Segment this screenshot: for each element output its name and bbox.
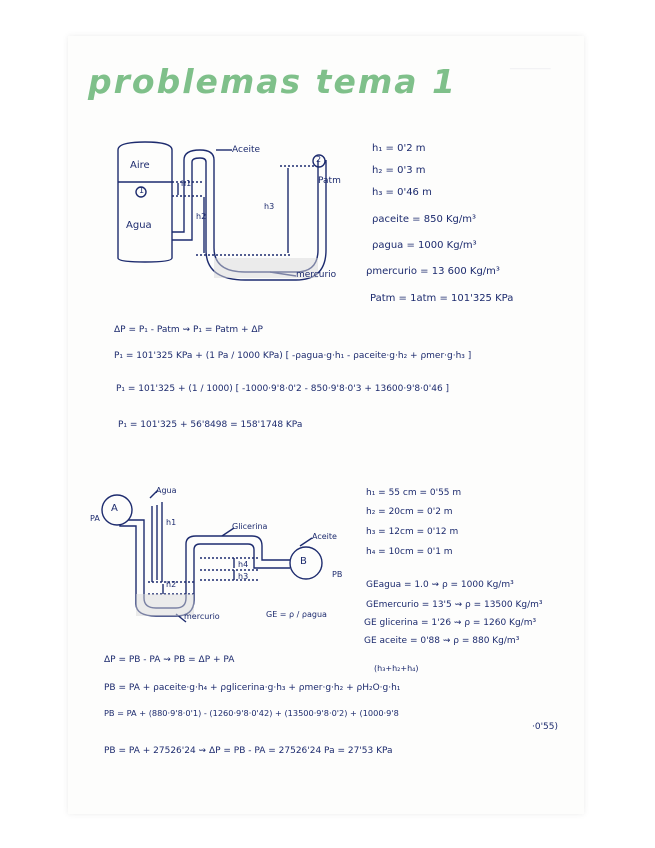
label-h3: h3 [264,202,275,211]
label-point1: 1 [139,186,145,195]
label-aire: Aire [130,160,150,171]
p1-given-0: h₁ = 0'2 m [372,143,426,154]
label-agua-2: Agua [156,486,177,495]
p1-given-4: ρagua = 1000 Kg/m³ [372,240,477,251]
p2-step-3: PB = PA + (880·9'8·0'1) - (1260·9'8·0'42) + (13500·9'8·0'2) + (1000·9'8 [104,708,399,718]
p1-given-2: h₃ = 0'46 m [372,187,432,198]
label-aceite: Aceite [232,145,261,155]
label-p2-h3: h3 [238,572,249,581]
p2-step-0: ΔP = PB - PA ⇝ PB = ΔP + PA [104,655,235,665]
label-glicerina: Glicerina [232,522,268,531]
label-mercurio-1: mercurio [296,270,337,280]
label-patm: Patm [318,176,341,186]
p2-given-3: h₄ = 10cm = 0'1 m [366,547,453,557]
p2-given-1: h₂ = 20cm = 0'2 m [366,507,453,517]
p2-given-0: h₁ = 55 cm = 0'55 m [366,488,462,498]
p2-given-2: h₃ = 12cm = 0'12 m [366,527,459,537]
p2-given-4: GEagua = 1.0 ⇝ ρ = 1000 Kg/m³ [366,580,514,590]
p1-step-3: P₁ = 101'325 + 56'8498 = 158'1748 KPa [118,420,303,430]
p1-step-1: P₁ = 101'325 KPa + (1 Pa / 1000 KPa) [ -ρagua·g·h₁ - ρaceite·g·h₂ + ρmer·g·h₃ ] [114,351,472,361]
p1-given-3: ρaceite = 850 Kg/m³ [372,214,477,225]
label-point2: 2 [316,155,322,164]
p2-given-6: GE glicerina = 1'26 ⇝ ρ = 1260 Kg/m³ [364,618,537,628]
p2-step-2: PB = PA + ρaceite·g·h₄ + ρglicerina·g·h₃ + ρmer·g·h₂ + ρH₂O·g·h₁ [104,683,401,693]
label-p2-h4: h4 [238,560,249,569]
label-aceite-2: Aceite [312,532,337,541]
p1-step-0: ΔP = P₁ - Patm ⇝ P₁ = Patm + ΔP [114,325,263,335]
label-h2: h2 [196,212,207,221]
p1-given-1: h₂ = 0'3 m [372,165,426,176]
bleed-through-text: _________ [510,60,551,70]
p1-step-2: P₁ = 101'325 + (1 / 1000) [ -1000·9'8·0'2 - 850·9'8·0'3 + 13600·9'8·0'46 ] [116,384,450,394]
p2-step-1: (h₃+h₂+h₄) [374,664,419,673]
label-h1: h1 [181,179,192,188]
p2-step-5: PB = PA + 27526'24 ⇝ ΔP = PB - PA = 27526'24 Pa = 27'53 KPa [104,746,393,756]
label-pa: PA [90,514,100,523]
label-b: B [300,556,307,567]
p1-given-5: ρmercurio = 13 600 Kg/m³ [366,266,500,277]
label-agua: Agua [126,220,152,231]
p2-given-7: GE aceite = 0'88 ⇝ ρ = 880 Kg/m³ [364,636,520,646]
label-p2-h1: h1 [166,518,177,527]
label-p2-h2: h2 [166,580,177,589]
p1-given-6: Patm = 1atm = 101'325 KPa [370,293,514,304]
label-pb: PB [332,570,343,579]
label-a: A [111,503,118,514]
page-title: problemas tema 1 [88,62,457,101]
p2-given-5: GEmercurio = 13'5 ⇝ ρ = 13500 Kg/m³ [366,600,543,610]
p2-step-4: ·0'55) [532,722,559,732]
label-mercurio-2: mercurio [184,612,220,621]
ge-formula: GE = ρ / ρagua [266,610,327,619]
